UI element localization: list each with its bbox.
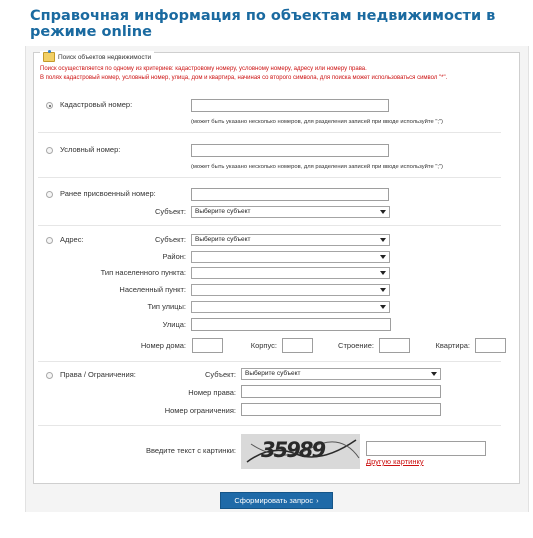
right-number-label: Номер права: <box>188 388 236 397</box>
radio-rights[interactable] <box>46 372 53 379</box>
right-number-input[interactable] <box>241 385 441 398</box>
previous-label: Ранее присвоенный номер: <box>60 189 156 198</box>
structure-label: Строение: <box>338 341 374 350</box>
rights-subject-select[interactable]: Выберите субъект <box>241 368 441 380</box>
dropdown-arrow-icon <box>380 305 386 309</box>
search-note-criteria: Поиск осуществляется по одному из критериев: кадастровому номеру, условному номеру, адресу или номеру права. <box>40 66 367 72</box>
folder-search-icon <box>43 52 55 62</box>
cadastral-hint: (может быть указано несколько номеров, для разделения записей при вводе используйте ";") <box>191 119 443 125</box>
search-note-wildcard: В полях кадастровый номер, условный номер, улица, дом и квартира, начиная со второго символа, для поиска может использоваться символ "*". <box>40 75 448 81</box>
divider <box>38 225 501 226</box>
radio-previous[interactable] <box>46 191 53 198</box>
captcha-image <box>241 434 360 469</box>
building-label: Корпус: <box>250 341 277 350</box>
dropdown-arrow-icon <box>380 288 386 292</box>
cadastral-label: Кадастровый номер: <box>60 100 133 109</box>
rights-label: Права / Ограничения: <box>60 370 136 379</box>
address-subject-label: Субъект: <box>154 235 186 244</box>
divider <box>38 361 501 362</box>
apartment-input[interactable] <box>475 338 506 353</box>
conditional-number-input[interactable] <box>191 144 389 157</box>
radio-cadastral[interactable] <box>46 102 53 109</box>
dropdown-arrow-icon <box>431 372 437 376</box>
submit-label: Сформировать запрос <box>234 496 314 505</box>
dropdown-arrow-icon <box>380 255 386 259</box>
settlement-label: Населенный пункт: <box>119 285 186 294</box>
captcha-refresh-link[interactable]: Другую картинку <box>366 457 424 466</box>
structure-input[interactable] <box>379 338 410 353</box>
divider <box>38 425 501 426</box>
street-type-select[interactable] <box>191 301 390 313</box>
district-label: Район: <box>162 252 186 261</box>
address-subject-select[interactable]: Выберите субъект <box>191 234 390 246</box>
house-number-input[interactable] <box>192 338 223 353</box>
dropdown-arrow-icon <box>380 210 386 214</box>
divider <box>38 177 501 178</box>
radio-address[interactable] <box>46 237 53 244</box>
rights-subject-label: Субъект: <box>204 370 236 379</box>
captcha-text: 35989 <box>261 438 325 462</box>
submit-button[interactable] <box>220 492 333 509</box>
cadastral-number-input[interactable] <box>191 99 389 112</box>
street-type-label: Тип улицы: <box>147 302 186 311</box>
street-input[interactable] <box>191 318 391 331</box>
previous-number-input[interactable] <box>191 188 389 201</box>
settlement-select[interactable] <box>191 284 390 296</box>
settlement-type-select[interactable] <box>191 267 390 279</box>
restriction-number-input[interactable] <box>241 403 441 416</box>
captcha-input[interactable] <box>366 441 486 456</box>
previous-subject-label: Субъект: <box>154 207 186 216</box>
house-label: Номер дома: <box>140 341 186 350</box>
dropdown-arrow-icon <box>380 238 386 242</box>
dropdown-arrow-icon <box>380 271 386 275</box>
radio-conditional[interactable] <box>46 147 53 154</box>
building-input[interactable] <box>282 338 313 353</box>
address-label: Адрес: <box>60 235 84 244</box>
restriction-number-label: Номер ограничения: <box>164 406 236 415</box>
street-label: Улица: <box>162 320 186 329</box>
chevron-right-icon: › <box>316 496 319 505</box>
fieldset-legend <box>40 51 154 63</box>
apartment-label: Квартира: <box>435 341 470 350</box>
divider <box>38 132 501 133</box>
captcha-label: Введите текст с картинки: <box>145 446 236 455</box>
page-title: Справочная информация по объектам недвижимости в режиме online <box>30 8 496 40</box>
previous-subject-select[interactable]: Выберите субъект <box>191 206 390 218</box>
conditional-hint: (может быть указано несколько номеров, для разделения записей при вводе используйте ";") <box>191 164 443 170</box>
settlement-type-label: Тип населенного пункта: <box>100 268 186 277</box>
legend-label: Поиск объектов недвижимости <box>58 53 152 61</box>
conditional-label: Условный номер: <box>60 145 121 154</box>
district-select[interactable] <box>191 251 390 263</box>
